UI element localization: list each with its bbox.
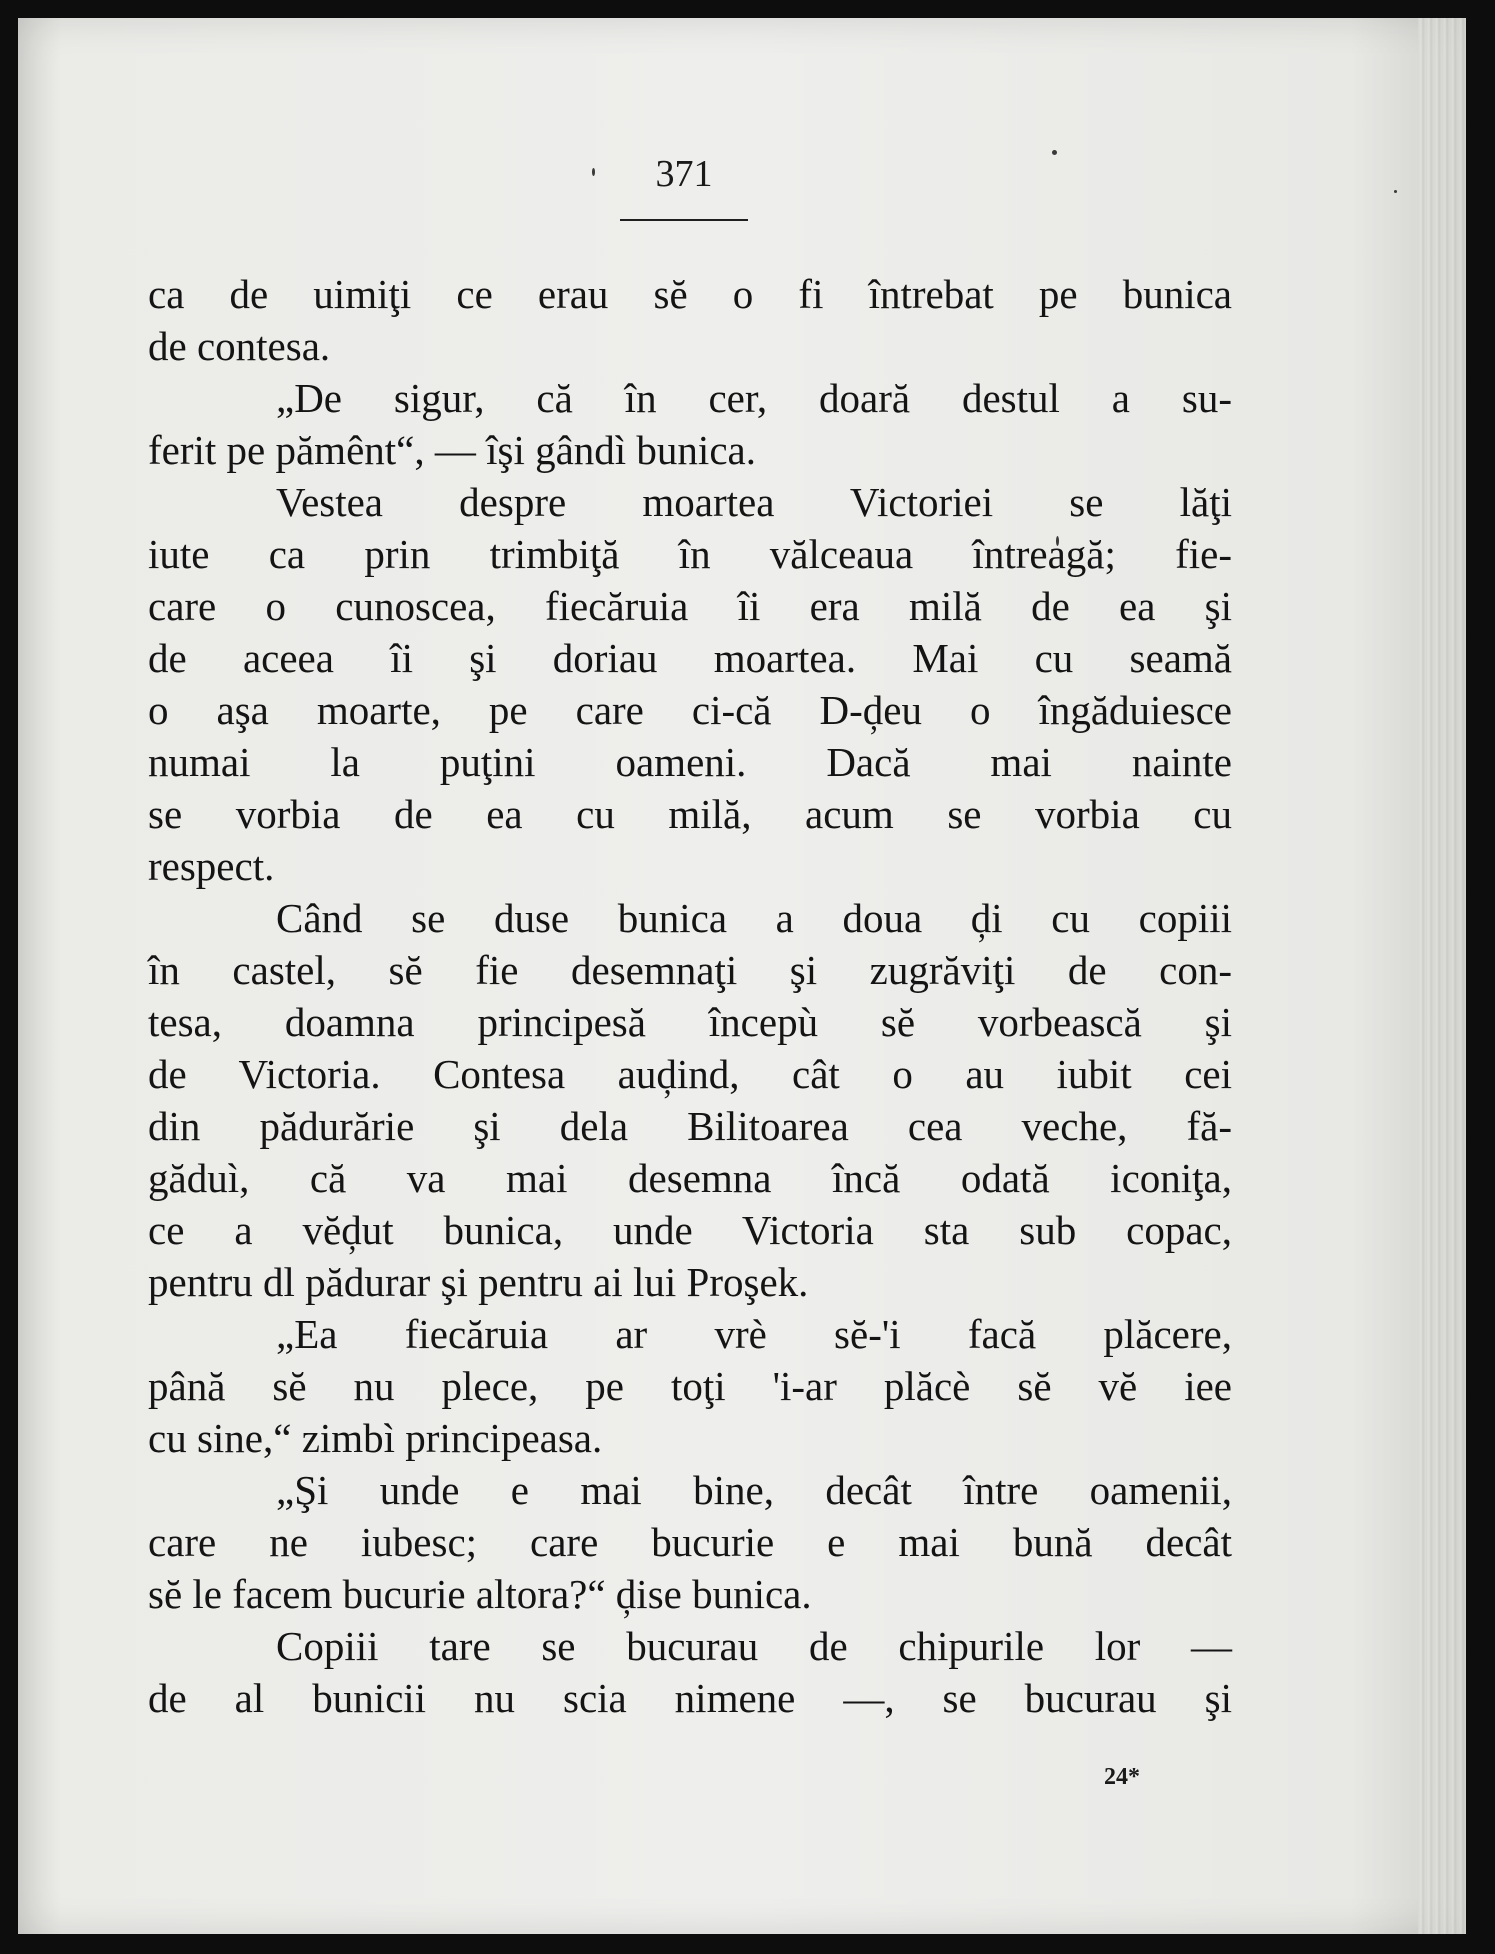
scan-speck [1052, 150, 1057, 155]
text-line: numai la puţini oameni. Dacă mai nainte [148, 739, 1232, 785]
text-line: de contesa. [148, 323, 331, 369]
scan-speck [592, 168, 595, 176]
text-line: de aceea îi şi doriau moartea. Mai cu seamă [148, 635, 1232, 681]
text-line: Vestea despre moartea Victoriei se lăţi [276, 479, 1232, 525]
page-number: 371 [655, 153, 713, 195]
body-text [148, 268, 1232, 1724]
text-line: tesa, doamna principesă începù sĕ vorbească şi [148, 999, 1232, 1045]
text-line: care o cunoscea, fiecăruia îi era milă de ea şi [148, 583, 1232, 629]
text-line: Copiii tare se bucurau de chipurile lor — [276, 1623, 1232, 1669]
text-line: se vorbia de ea cu milă, acum se vorbia cu [148, 791, 1232, 837]
text-line: în castel, sĕ fie desemnaţi şi zugrăviţi de con- [148, 947, 1232, 993]
text-line: din pădurărie şi dela Bilitoarea cea veche, fă- [148, 1103, 1232, 1149]
text-line: pentru dl pădurar şi pentru ai lui Proşek. [148, 1259, 809, 1305]
text-line: sĕ le facem bucurie altora?“ ḑise bunica. [148, 1571, 812, 1617]
text-line: Când se duse bunica a doua ḑi cu copiii [276, 895, 1232, 941]
text-line: ferit pe pămênt“, — îşi gândì bunica. [148, 427, 756, 473]
text-line: „Şi unde e mai bine, decât între oamenii, [276, 1467, 1232, 1513]
scan-speck [1394, 190, 1397, 193]
text-line: „De sigur, că în cer, doară destul a su- [276, 375, 1232, 421]
text-line: cu sine,“ zimbì principeasa. [148, 1415, 603, 1461]
text-line: ca de uimiţi ce erau sĕ o fi întrebat pe bunica [148, 271, 1232, 317]
text-line: până sĕ nu plece, pe toţi 'i-ar plăcè sĕ vĕ iee [148, 1363, 1232, 1409]
text-line: respect. [148, 843, 275, 889]
text-line: iute ca prin trimbiţă în vălceaua întreagă; fie- [148, 531, 1232, 577]
page-edge-shading [1418, 18, 1466, 1934]
text-line: care ne iubesc; care bucurie e mai bună decât [148, 1519, 1232, 1565]
text-line: ce a vĕḑut bunica, unde Victoria sta sub copac, [148, 1207, 1232, 1253]
signature-mark: 24* [1104, 1764, 1140, 1790]
text-line: „Ea fiecăruia ar vrè sĕ-'i facă plăcere, [276, 1311, 1232, 1357]
text-line: găduì, că va mai desemna încă odată iconiţa, [148, 1155, 1232, 1201]
text-line: o aşa moarte, pe care ci-că D-ḑeu o îngăduiesce [148, 687, 1232, 733]
text-line: de al bunicii nu scia nimene —, se bucurau şi [148, 1675, 1232, 1721]
page-number-rule [620, 219, 748, 221]
text-line: de Victoria. Contesa auḑind, cât o au iubit cei [148, 1051, 1232, 1097]
